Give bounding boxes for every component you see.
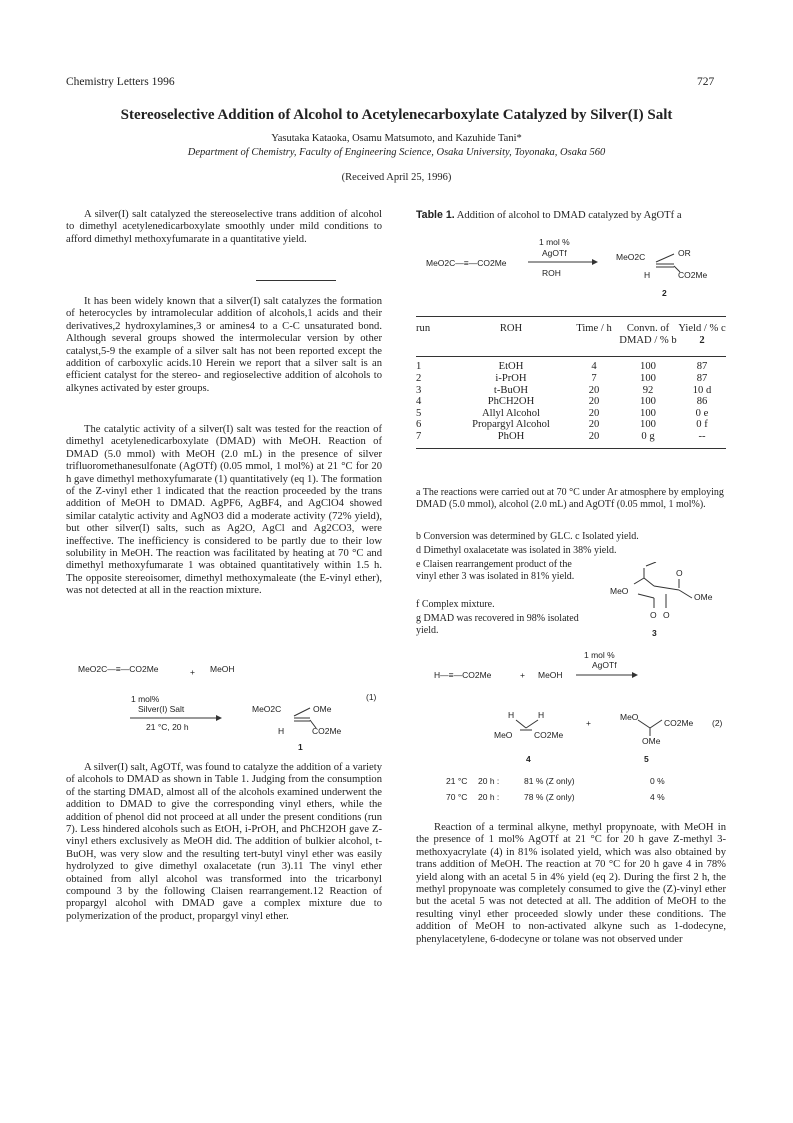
eq2-arrowhead	[632, 672, 638, 678]
eq2-p4-meo: MeO	[494, 730, 513, 740]
equation-2	[416, 648, 736, 808]
eq1-product-br: CO2Me	[312, 726, 342, 736]
table-row	[416, 384, 726, 396]
cell-run: 3	[416, 384, 422, 396]
eq1-product-bl: H	[278, 726, 285, 736]
results-paragraph: The catalytic activity of a silver(I) salt was tested for the reaction of dimethyl acetylenedicarboxylate (DMAD) with MeOH. Reaction of DMAD (5.0 mmol) with MeOH (2.0 mL) in the presence of silver trifluoromethanesulfonate (AgOTf) (0.05 mmol, 1 mol%) at 21 °C for 20 h gave dimethyl methoxyfumarate (1) quantitatively (eq 1). The formation of the Z-vinyl ether 1 indicated that the reaction proceeded by the trans addition of MeOH to DMAD. AgPF6, AgBF4, and AgClO4 showed similar catalytic activity and AgNO3 did a moderate activity (72% yield), but other silver(I) salts, such as Ag2O, AgCl and Ag2CO3, were ineffective. The inefficiency is considered to be partly due to their low solubility in MeOH. The reaction was facilitated by heating at 70 °C and dimethyl methoxyfumarate 1 was obtained quantitatively within 1.5 h. The opposite stereoisomer, dimethyl methoxymaleate (the E-vinyl ether), was not detected at all in the reaction mixture.	[66, 424, 382, 597]
cell-time: 20	[588, 407, 600, 419]
table-header-row	[416, 323, 726, 335]
cell-time: 4	[591, 361, 597, 373]
eq2-p5-bond-1	[638, 720, 650, 728]
cell-run: 5	[416, 407, 422, 419]
eq2-plus-2: +	[586, 718, 591, 728]
footnote-d: d Dimethyl oxalacetate was isolated in 38% yield.	[416, 545, 617, 556]
cell-time: 20	[588, 396, 600, 408]
abstract: A silver(I) salt catalyzed the stereoselective trans addition of alcohol to dimethyl acetylenedicarboxylate smoothly under mild conditions to afford dimethyl methoxyfumarate in a quantitative yield.	[66, 209, 382, 245]
table-row	[416, 373, 726, 385]
authors: Yasutaka Kataoka, Osamu Matsumoto, and Kazuhide Tani*	[271, 133, 522, 144]
table-1-label: Table 1.	[416, 209, 455, 221]
cell-roh: t-BuOH	[493, 384, 529, 396]
table-row	[416, 361, 726, 373]
paper-title: Stereoselective Addition of Alcohol to Acetylenecarboxylate Catalyzed by Silver(I) Salt	[120, 107, 673, 123]
cell-yield: 10 d	[692, 384, 712, 396]
t1-product-bl: H	[644, 270, 651, 280]
eq1-number: (1)	[366, 692, 377, 702]
col-header-run: run	[416, 323, 431, 335]
eq2-condition-amount: 1 mol %	[584, 650, 615, 660]
eq2-row2-yield5: 4 %	[650, 792, 665, 802]
equation-1-scheme	[66, 660, 382, 756]
eq2-row1-yield4: 81 % (Z only)	[524, 776, 575, 786]
t1-product-tr: OR	[678, 248, 691, 258]
table-row	[416, 396, 726, 408]
eq1-plus: +	[190, 667, 195, 677]
table-bottom-rule	[416, 442, 726, 449]
c3-meo: MeO	[610, 586, 629, 596]
t1-compound-label: 2	[662, 288, 667, 298]
eq2-row1-temp: 21 °C	[446, 776, 468, 786]
c3-label: 3	[652, 628, 657, 638]
cell-roh: PhCH2OH	[487, 396, 535, 408]
t1-product-tl: MeO2C	[616, 252, 646, 262]
eq2-p4-bond-1	[516, 720, 526, 728]
table-row	[416, 408, 726, 420]
cell-convn: 100	[640, 373, 656, 385]
col-header-convn: Convn. of	[626, 323, 670, 335]
footnote-g: g DMAD was recovered in 98% isolated yield.	[416, 613, 579, 636]
c3-bond-4	[646, 562, 656, 566]
terminal-alkyne-paragraph: Reaction of a terminal alkyne, methyl propynoate, with MeOH in the presence of 1 mol% AgOTf at 21 °C for 20 h gave Z-methyl 3-methoxyacrylate (4) in 81% isolated yield, which was also obtained by trans addition of MeOH. The reaction at 70 °C for 20 h gave 4 in 78% yield along with an acetal 5 in 4% yield (eq 2). During the first 2 h, the methyl propynoate was completely consumed to give the (Z)-vinyl ether but the acetal 5 was not detected at all. The addition of MeOH to the resulting vinyl ether proceeded slowly under these conditions. The addition of MeOH to non-activated alkyne such as 1-dodecyne, phenylacetylene, 6-dodecyne or tolane was not observed under	[416, 822, 726, 945]
footnote-f: f Complex mixture.	[416, 599, 495, 610]
eq2-reactant: H—≡—CO2Me	[434, 670, 492, 680]
t1-condition-solvent: ROH	[542, 268, 561, 278]
eq2-label-5: 5	[644, 754, 649, 764]
intro-paragraph: It has been widely known that a silver(I) salt catalyzes the formation of heterocycles by intramolecular addition of alcohols,1 acids and their derivatives,2 hydroxylamines,3 or amines4 to a C-C unsaturated bond. Although several groups showed the intermolecular version by other catalyst,5-9 the example of a silver salt has not been reported except the addition of carboxylic acids.10 Herein we report that a silver salt is an efficient catalyst for the stereo- and regioselective addition of alcohols to alkynes activated by ester groups.	[66, 296, 382, 394]
cell-run: 6	[416, 419, 422, 431]
eq2-row2-temp: 70 °C	[446, 792, 468, 802]
table-header-row-2	[416, 335, 726, 347]
table-row	[416, 431, 726, 443]
c3-bond-7	[679, 590, 692, 598]
t1-product-br: CO2Me	[678, 270, 708, 280]
cell-yield: 86	[696, 396, 708, 408]
eq1-condition-catalyst: Silver(I) Salt	[138, 704, 185, 714]
table-1-scheme-svg	[416, 232, 732, 302]
table-top-rule	[416, 316, 726, 317]
abstract-divider	[256, 280, 336, 281]
cell-run: 4	[416, 396, 422, 408]
cell-run: 7	[416, 431, 422, 443]
eq2-condition-catalyst: AgOTf	[592, 660, 617, 670]
eq2-p4-co2me: CO2Me	[534, 730, 564, 740]
eq1-product-tr: OMe	[313, 704, 332, 714]
cell-convn: 100	[640, 419, 656, 431]
eq1-reactant: MeO2C—≡—CO2Me	[78, 664, 159, 674]
cell-yield: 0 e	[695, 407, 709, 419]
eq2-p4-bond-2	[526, 720, 538, 728]
eq2-number: (2)	[712, 718, 723, 728]
page-number: 727	[697, 76, 715, 88]
cell-yield: 87	[696, 373, 708, 385]
c3-bond-6	[654, 586, 679, 590]
eq1-condition-amount: 1 mol%	[131, 694, 160, 704]
t1-condition-amount: 1 mol %	[539, 237, 570, 247]
cell-convn: 92	[642, 384, 654, 396]
c3-bond-3	[644, 578, 654, 586]
affiliation: Department of Chemistry, Faculty of Engineering Science, Osaka University, Toyonaka, Osaka 560	[187, 147, 606, 158]
cell-roh: EtOH	[498, 361, 524, 373]
col-header2-time	[570, 335, 618, 347]
table-1-caption-text: Addition of alcohol to DMAD catalyzed by AgOTf a	[456, 210, 682, 221]
c3-ome: OMe	[694, 592, 713, 602]
eq1-condition-temp: 21 °C, 20 h	[146, 722, 189, 732]
eq2-p5-meo: MeO	[620, 712, 639, 722]
footnote-a: a The reactions were carried out at 70 °C under Ar atmosphere by employing DMAD (5.0 mmol), alcohol (2.0 mL) and AgOTf (0.05 mmol, 1 mol%).	[416, 487, 724, 510]
compound-3-svg	[600, 562, 730, 642]
cell-convn: 0 g	[641, 431, 655, 443]
table-1	[416, 323, 726, 449]
cell-yield: 0 f	[696, 419, 708, 431]
cell-run: 2	[416, 373, 422, 385]
col-header2-yield: 2	[699, 334, 705, 346]
table-1-caption	[416, 209, 732, 221]
cell-roh: Propargyl Alcohol	[472, 419, 550, 431]
col-header2-convn: DMAD / % b	[619, 334, 677, 346]
cell-convn: 100	[640, 396, 656, 408]
received-date: (Received April 25, 1996)	[341, 172, 452, 183]
cell-roh: Allyl Alcohol	[482, 407, 540, 419]
col-header-roh: ROH	[499, 323, 523, 335]
cell-time: 20	[588, 384, 600, 396]
equation-2-scheme	[416, 648, 736, 808]
equation-1	[66, 660, 382, 756]
eq2-reagent: MeOH	[538, 670, 563, 680]
eq2-plus: +	[520, 670, 525, 680]
eq1-bond-a	[294, 708, 310, 716]
eq2-row1-time: 20 h :	[478, 776, 500, 786]
c3-bond-2	[634, 578, 644, 584]
col-header2-roh	[452, 335, 570, 347]
cell-convn: 100	[640, 407, 656, 419]
eq1-product-tl: MeO2C	[252, 704, 282, 714]
cell-roh: i-PrOH	[495, 373, 527, 385]
col-header2-run	[416, 335, 452, 347]
compound-3-structure	[600, 562, 730, 642]
scope-paragraph: A silver(I) salt, AgOTf, was found to catalyze the addition of a variety of alcohols to DMAD as shown in Table 1. Judging from the consumption of the starting DMAD, almost all of the alcohols examined underwent the addition to DMAD to give the corresponding vinyl ethers, while the addition of phenol did not proceed at all under the present conditions (run 7). Less hindered alcohols such as EtOH, i-PrOH, and PhCH2OH gave Z-vinyl ethers exclusively as MeOH did. The addition of bulkier alcohol, t-BuOH, was very slow and the resulting tert-butyl vinyl ether was easily hydrolyzed to give dimethyl oxalacetate (run 3).11 The vinyl ether obtained from allyl alcohol was transformed into the tricarbonyl compound 3 by the following Claisen rearrangement.12 Reaction of propargyl alcohol with DMAD gave a complex mixture due to polymerization of the product, propargyl vinyl ether.	[66, 762, 382, 922]
eq1-arrowhead	[216, 715, 222, 721]
eq2-row1-yield5: 0 %	[650, 776, 665, 786]
cell-yield: --	[698, 431, 706, 443]
eq2-p4-h2: H	[538, 710, 545, 720]
cell-roh: PhOH	[497, 431, 525, 443]
t1-condition-catalyst: AgOTf	[542, 248, 567, 258]
cell-yield: 87	[696, 361, 708, 373]
eq2-label-4: 4	[526, 754, 531, 764]
eq1-reagent: MeOH	[210, 664, 235, 674]
cell-run: 1	[416, 361, 422, 373]
cell-time: 20	[588, 419, 600, 431]
t1-bond-a	[656, 254, 674, 262]
t1-arrowhead	[592, 259, 598, 265]
table-row	[416, 419, 726, 431]
eq2-p5-bond-2	[650, 720, 662, 728]
c3-oxygen-right: O	[663, 610, 670, 620]
eq2-p5-co2me: CO2Me	[664, 718, 694, 728]
eq2-row2-time: 20 h :	[478, 792, 500, 802]
col-header-time: Time / h	[576, 323, 612, 335]
c3-oxygen-left: O	[650, 610, 657, 620]
eq2-p5-ome: OMe	[642, 736, 661, 746]
journal-name: Chemistry Letters 1996	[66, 76, 175, 88]
footnote-b: b Conversion was determined by GLC. c Isolated yield.	[416, 531, 639, 542]
footnote-e: e Claisen rearrangement product of the vinyl ether 3 was isolated in 81% yield.	[416, 559, 575, 582]
eq2-row2-yield4: 78 % (Z only)	[524, 792, 575, 802]
cell-time: 20	[588, 431, 600, 443]
c3-oxygen-top: O	[676, 568, 683, 578]
col-header-yield: Yield / % c	[678, 323, 726, 335]
t1-reactant: MeO2C—≡—CO2Me	[426, 258, 507, 268]
eq1-compound-label: 1	[298, 742, 303, 752]
cell-convn: 100	[640, 361, 656, 373]
cell-time: 7	[591, 373, 597, 385]
table-1-scheme	[416, 232, 732, 302]
eq2-p4-h1: H	[508, 710, 515, 720]
table-header-rule	[416, 346, 726, 357]
c3-bond-8	[638, 594, 654, 598]
